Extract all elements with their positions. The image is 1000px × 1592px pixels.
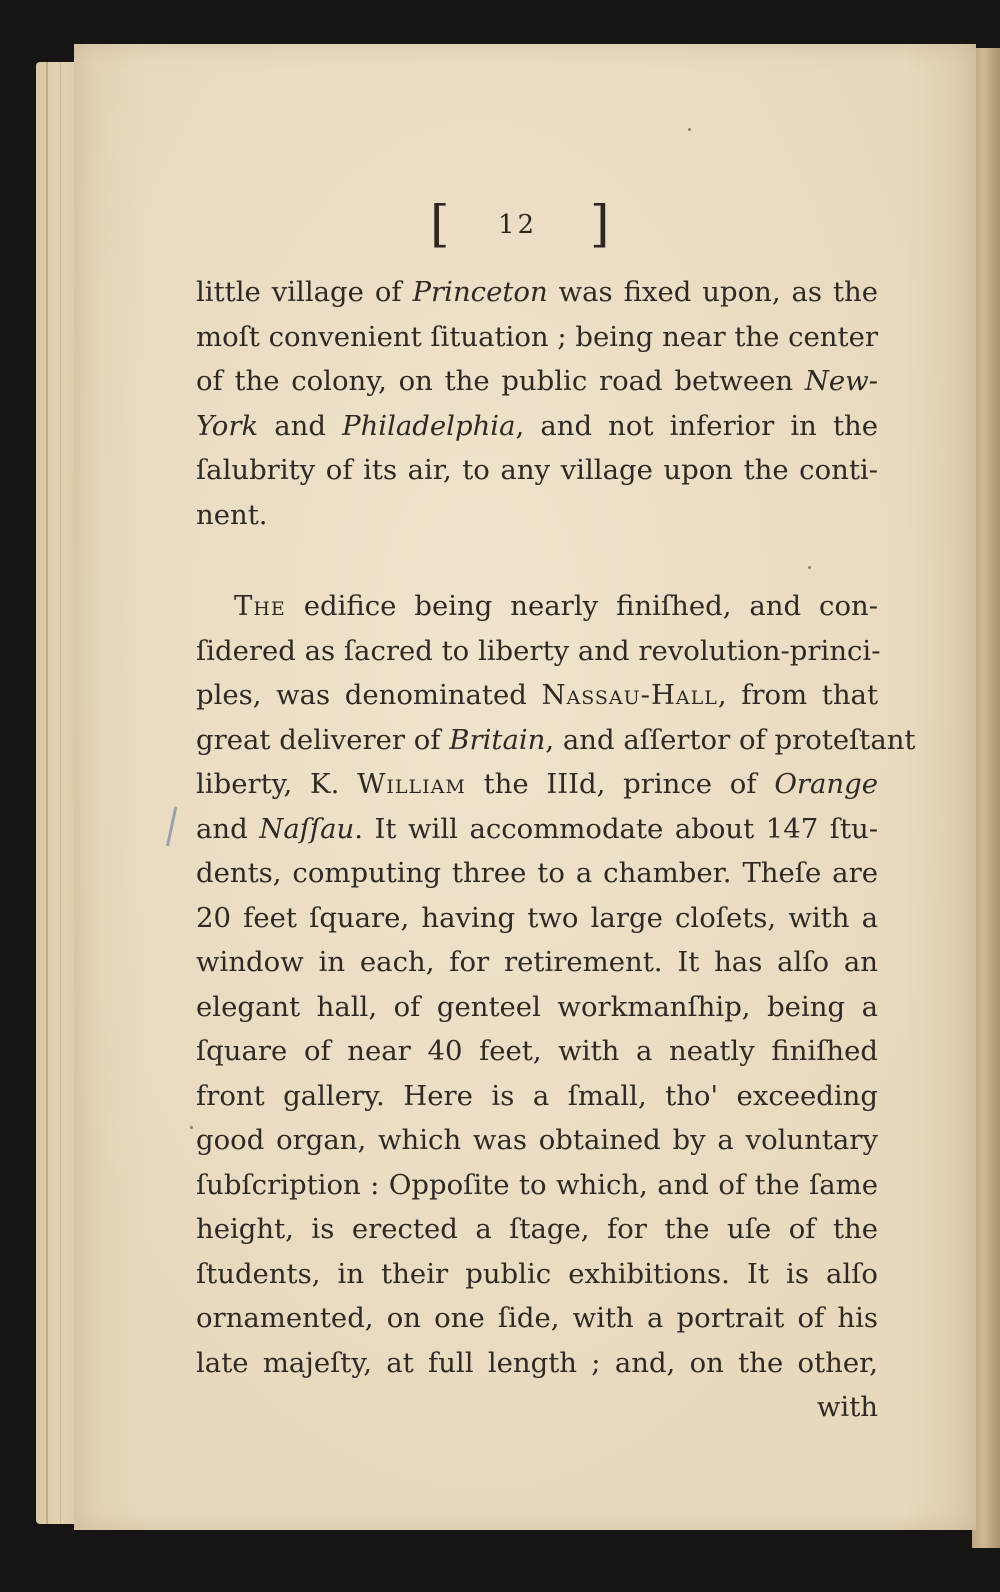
catchword: with (816, 1391, 878, 1423)
text-line (196, 1341, 878, 1386)
text-run: ples, was denominated (196, 679, 542, 711)
text-run: ornamented, on one ſide, with a portrait of his (196, 1302, 878, 1334)
text-run: liberty, K. (196, 768, 358, 800)
text-line (196, 1029, 878, 1074)
text-run: little village of (196, 276, 413, 308)
italic-run: York (196, 409, 259, 442)
text-line (196, 1296, 878, 1341)
text-run: , and aſſertor of proteſtant (545, 723, 916, 756)
text-line (196, 584, 878, 629)
text-line (196, 1163, 878, 1208)
paragraph-1 (196, 270, 878, 537)
italic-run: Naſſau (259, 812, 355, 845)
text-run: edifice being nearly finiſhed, and con- (285, 590, 878, 622)
text-run: ſubſcription : Oppoſite to which, and of the ſame (196, 1168, 878, 1201)
paper-speck (190, 1126, 193, 1129)
text-line (196, 270, 878, 315)
text-line (196, 315, 878, 360)
text-run: 20 feet ſquare, having two large cloſets, with a (196, 901, 878, 934)
italic-run: New- (804, 365, 878, 397)
text-run: nent. (196, 498, 268, 531)
text-line (196, 493, 878, 538)
text-run: the IIId, prince of (465, 768, 775, 800)
italic-run: Orange (774, 768, 878, 800)
text-line (196, 718, 916, 763)
next-page-edge (972, 48, 1000, 1548)
text-run: front gallery. Here is a ſmall, tho' exceeding (196, 1079, 878, 1112)
text-line (196, 359, 878, 404)
text-run: was fixed upon, as the (547, 276, 879, 308)
text-line (196, 985, 878, 1030)
text-run: , from that (717, 679, 878, 711)
text-line (196, 1118, 878, 1163)
text-run: ſtudents, in their public exhibitions. It is alſo (196, 1257, 878, 1290)
text-line (196, 1207, 878, 1252)
text-line (196, 762, 878, 807)
open-bracket: [ (430, 195, 450, 253)
text-run: and (196, 812, 260, 845)
text-run: late majeſty, at full length ; and, on the other, (196, 1346, 878, 1379)
paper-speck (688, 128, 691, 131)
small-caps-run: The (234, 590, 286, 622)
text-run: elegant hall, of genteel workmanſhip, being a (196, 990, 878, 1023)
text-run: . It will accommodate about 147 ſtu- (354, 812, 879, 845)
small-caps-run: William (357, 768, 466, 800)
text-line (196, 673, 878, 718)
text-line (196, 896, 878, 941)
text-run: great deliverer of (196, 723, 450, 756)
paper-speck (808, 566, 811, 569)
text-line (196, 807, 878, 852)
text-run: good organ, which was obtained by a voluntary (196, 1124, 878, 1156)
text-line (196, 629, 881, 674)
page-number: 12 (498, 210, 538, 240)
text-line (196, 940, 878, 985)
paragraph-2 (196, 584, 916, 1430)
close-bracket: ] (590, 195, 610, 253)
text-run: and (258, 409, 343, 442)
text-line (196, 404, 878, 449)
text-run: dents, computing three to a chamber. Theſe are (196, 857, 878, 889)
text-run: , and not inferior in the (515, 409, 878, 442)
page-header (420, 196, 620, 256)
text-line (196, 851, 878, 896)
text-run: ſidered as ſacred to liberty and revolution-princi- (196, 634, 881, 667)
text-run: of the colony, on the public road between (196, 365, 805, 397)
text-run: moſt convenient ſituation ; being near the center (196, 320, 878, 353)
text-line (196, 448, 878, 493)
text-run: ſquare of near 40 feet, with a neatly finiſhed (196, 1035, 878, 1067)
text-line (196, 1252, 878, 1297)
italic-run: Britain (449, 723, 546, 756)
small-caps-run: Nassau-Hall (541, 679, 718, 711)
text-run: height, is erected a ſtage, for the uſe of the (196, 1213, 878, 1245)
italic-run: Princeton (412, 276, 548, 308)
italic-run: Philadelphia (342, 409, 516, 442)
text-run: window in each, for retirement. It has alſo an (196, 946, 878, 978)
text-run: ſalubrity of its air, to any village upon the conti- (196, 454, 878, 486)
text-line (196, 1074, 878, 1119)
